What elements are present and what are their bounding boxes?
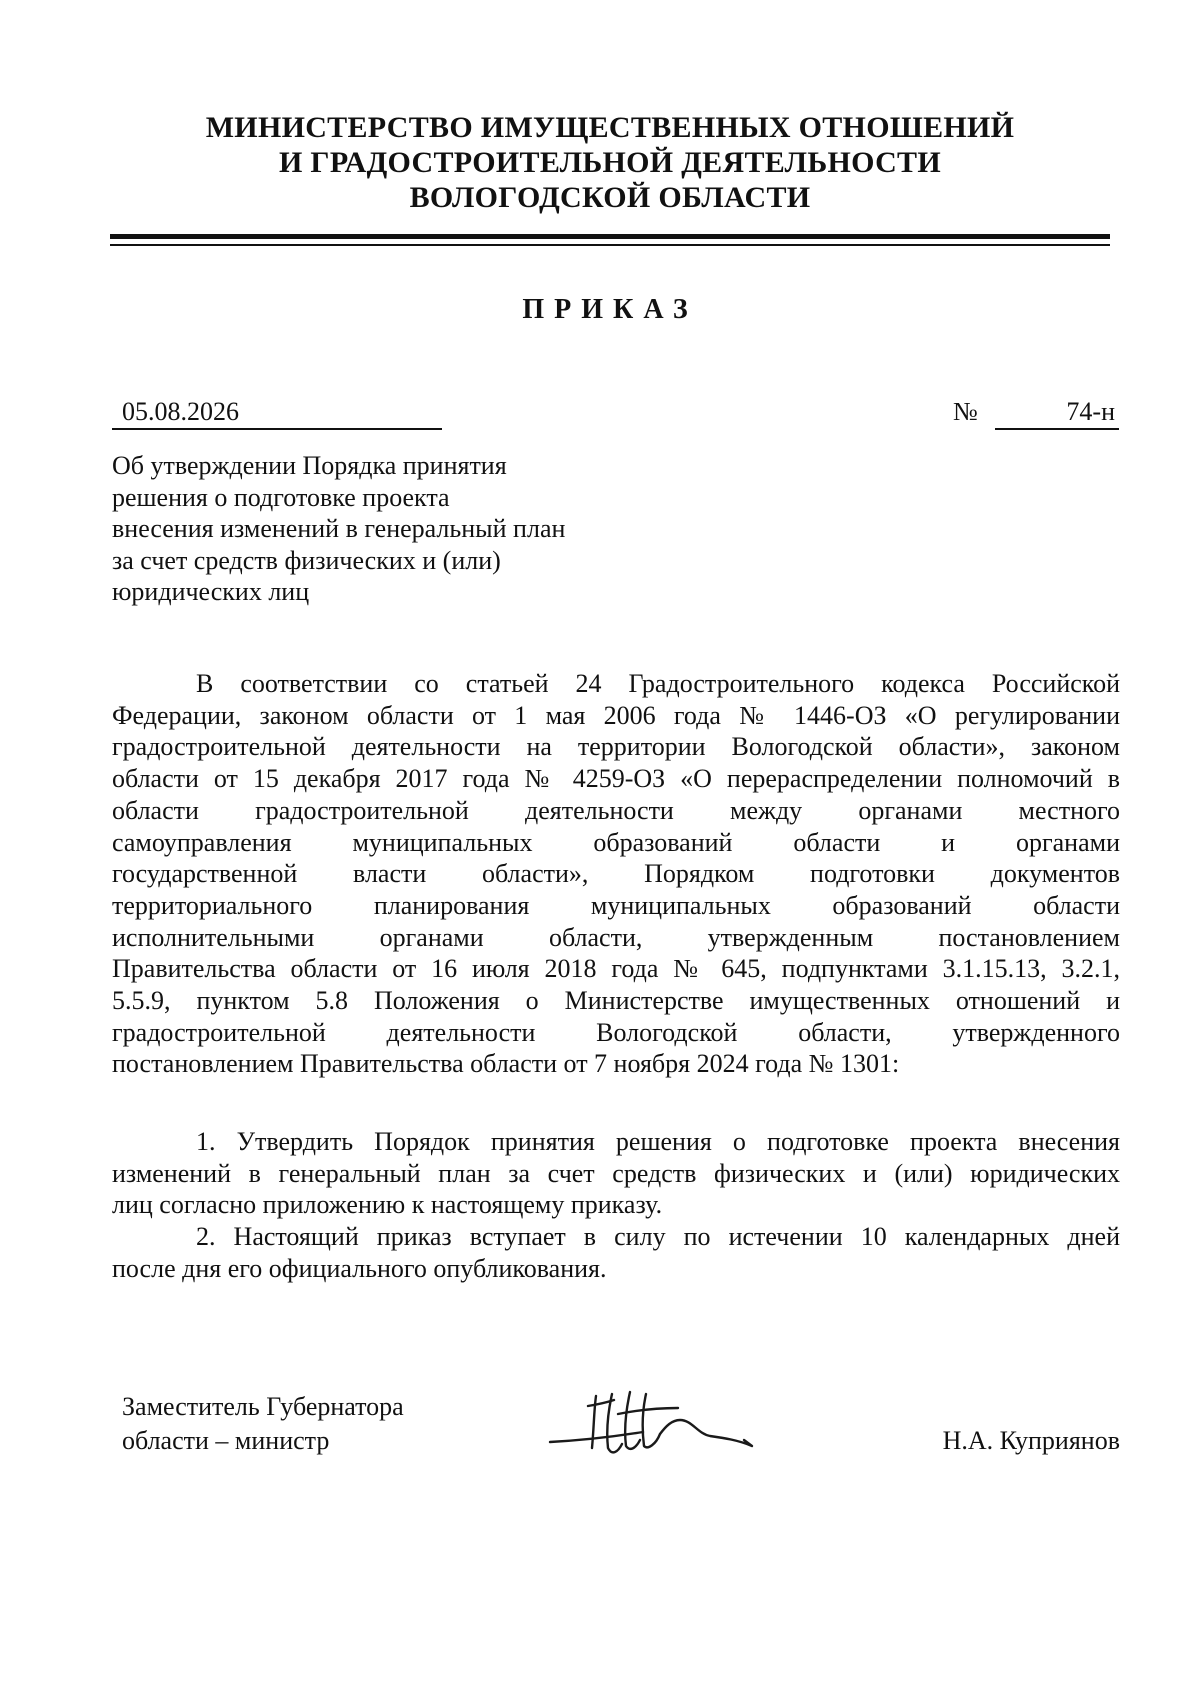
preamble-line: градостроительной деятельности Вологодской области, утвержденного — [112, 1017, 1120, 1047]
item-line: после дня его официального опубликования. — [112, 1253, 607, 1283]
preamble-line: Правительства области от 16 июля 2018 года № 645, подпунктами 3.1.15.13, 3.2.1, — [112, 954, 1120, 984]
signer-position — [122, 1390, 404, 1458]
signer-name: Н.А. Куприянов — [942, 1426, 1120, 1455]
subject-line: внесения изменений в генеральный план — [112, 514, 566, 543]
preamble-line: исполнительными органами области, утвержденным постановлением — [112, 922, 1120, 952]
header-line-1: МИНИСТЕРСТВО ИМУЩЕСТВЕННЫХ ОТНОШЕНИЙ — [205, 111, 1015, 144]
header-line-3: ВОЛОГОДСКОЙ ОБЛАСТИ — [409, 181, 811, 214]
preamble-line: 5.5.9, пунктом 5.8 Положения о Министерстве имущественных отношений и — [112, 986, 1120, 1016]
handwritten-signature — [548, 1386, 768, 1466]
document-type-title: ПРИКАЗ — [522, 294, 698, 325]
header-divider-thick — [110, 234, 1110, 239]
preamble-line: государственной власти области», Порядком подготовки документов — [112, 859, 1120, 889]
header-divider-thin — [110, 244, 1110, 246]
signer-position-line: области – министр — [122, 1426, 330, 1455]
item-line: 1. Утвердить Порядок принятия решения о подготовке проекта внесения — [196, 1127, 1120, 1156]
preamble-line: области градостроительной деятельности между органами местного — [112, 795, 1120, 825]
document-subject — [112, 450, 672, 608]
signer-position-line: Заместитель Губернатора — [122, 1392, 404, 1421]
preamble-line: территориального планирования муниципальных образований области — [112, 890, 1120, 920]
number-label: № — [953, 397, 978, 426]
subject-line: за счет средств физических и (или) — [112, 545, 501, 575]
preamble-line: области от 15 декабря 2017 года № 4259-ОЗ «О перераспределении полномочий в — [112, 764, 1120, 794]
preamble-line: самоуправления муниципальных образований области и органами — [112, 827, 1120, 857]
order-items — [112, 1126, 1120, 1285]
preamble-line: В соответствии со статьей 24 Градостроительного кодекса Российской — [196, 669, 1120, 698]
order-item-2 — [112, 1221, 1120, 1284]
subject-line: Об утверждении Порядка принятия — [112, 451, 507, 480]
document-number: 74-н — [995, 396, 1119, 430]
subject-line: юридических лиц — [112, 577, 310, 606]
preamble-paragraph — [112, 668, 1120, 1080]
preamble-line: постановлением Правительства области от 7 ноября 2024 года № 1301: — [112, 1049, 900, 1079]
item-line: 2. Настоящий приказ вступает в силу по истечении 10 календарных дней — [196, 1222, 1120, 1252]
document-date: 05.08.2026 — [112, 396, 442, 430]
order-item-1 — [112, 1126, 1120, 1221]
preamble-line: градостроительной деятельности на территории Вологодской области», законом — [112, 732, 1120, 762]
subject-line: решения о подготовке проекта — [112, 482, 450, 512]
header-line-2: И ГРАДОСТРОИТЕЛЬНОЙ ДЕЯТЕЛЬНОСТИ — [279, 146, 941, 179]
preamble-line: Федерации, законом области от 1 мая 2006 года № 1446-ОЗ «О регулировании — [112, 700, 1120, 730]
ministry-header — [110, 110, 1110, 215]
item-line: изменений в генеральный план за счет средств физических и (или) юридических — [112, 1158, 1120, 1188]
item-line: лиц согласно приложению к настоящему приказу. — [112, 1190, 663, 1220]
